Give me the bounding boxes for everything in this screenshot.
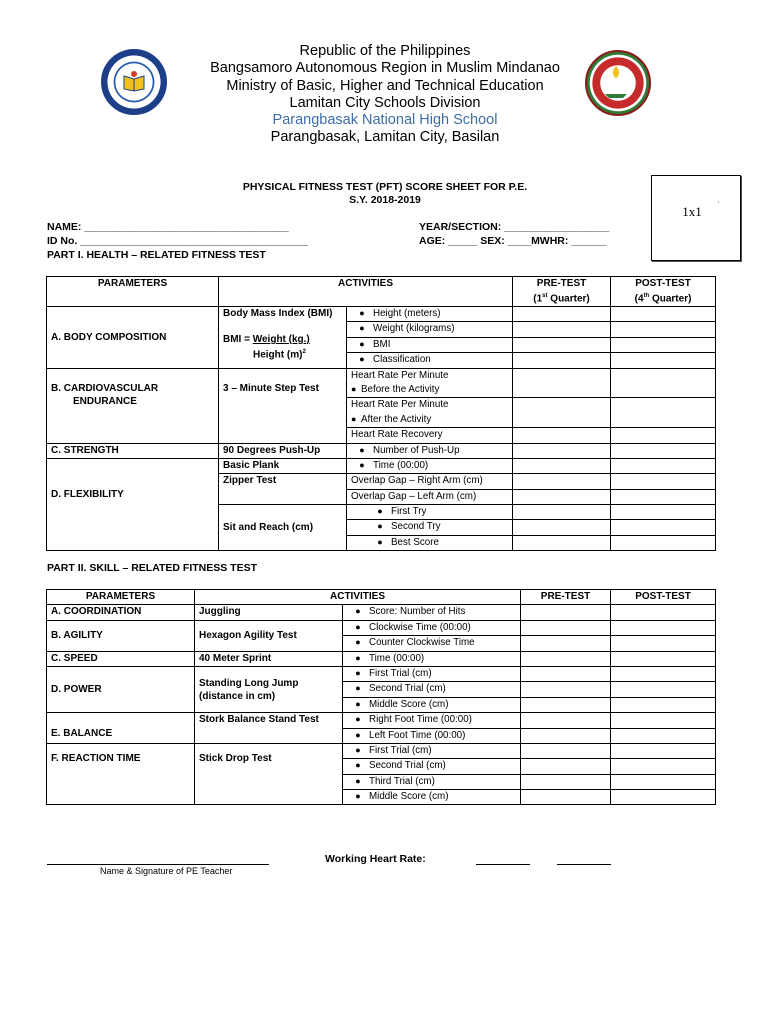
list-item: ● Score: Number of Hits bbox=[343, 605, 521, 620]
col-activities: ACTIVITIES bbox=[219, 277, 513, 307]
col-parameters: PARAMETERS bbox=[47, 590, 195, 605]
post-test-cell[interactable] bbox=[611, 697, 716, 712]
activity-zipper: Zipper Test bbox=[219, 474, 347, 505]
post-test-cell[interactable] bbox=[611, 520, 716, 535]
param-strength: C. STRENGTH bbox=[47, 443, 219, 458]
header-line-region: Bangsamoro Autonomous Region in Muslim Mindanao bbox=[210, 60, 560, 77]
skill-fitness-table bbox=[46, 589, 716, 805]
pre-test-cell[interactable] bbox=[513, 368, 611, 398]
year-section-field[interactable]: YEAR/SECTION: __________________ bbox=[419, 221, 610, 233]
pre-test-cell[interactable] bbox=[521, 620, 611, 635]
title-line: PHYSICAL FITNESS TEST (PFT) SCORE SHEET FOR P.E. bbox=[242, 181, 528, 193]
col-parameters: PARAMETERS bbox=[47, 277, 219, 307]
activity-stick-drop: Stick Drop Test bbox=[195, 743, 343, 805]
post-test-cell[interactable] bbox=[611, 790, 716, 805]
table-row bbox=[47, 651, 716, 666]
post-test-cell[interactable] bbox=[611, 743, 716, 758]
col-post-test: POST-TEST (4th Quarter) bbox=[611, 277, 716, 307]
list-item: ● First Try bbox=[347, 505, 513, 520]
post-test-cell[interactable] bbox=[611, 443, 716, 458]
post-test-cell[interactable] bbox=[611, 713, 716, 728]
param-agility: B. AGILITY bbox=[47, 620, 195, 651]
part1-title: PART I. HEALTH – RELATED FITNESS TEST bbox=[47, 249, 266, 261]
list-item: Heart Rate Per Minute bbox=[347, 398, 513, 413]
list-item: Overlap Gap – Right Arm (cm) bbox=[347, 474, 513, 489]
activity-hexagon: Hexagon Agility Test bbox=[195, 620, 343, 651]
post-test-cell[interactable] bbox=[611, 605, 716, 620]
pre-test-cell[interactable] bbox=[513, 428, 611, 443]
param-balance: E. BALANCE bbox=[47, 713, 195, 744]
table-row bbox=[47, 713, 716, 728]
list-item: Heart Rate Per Minute bbox=[347, 368, 513, 383]
header-line-school: Parangbasak National High School bbox=[272, 112, 498, 129]
list-item: ● Right Foot Time (00:00) bbox=[343, 713, 521, 728]
activity-plank: Basic Plank bbox=[219, 458, 347, 473]
post-test-cell[interactable] bbox=[611, 489, 716, 504]
whr-blank-1[interactable] bbox=[476, 864, 530, 865]
table-row bbox=[47, 458, 716, 473]
post-test-cell[interactable] bbox=[611, 535, 716, 550]
header-line-republic: Republic of the Philippines bbox=[299, 43, 471, 59]
pre-test-cell[interactable] bbox=[521, 774, 611, 789]
id-field[interactable]: ID No. _______________________________________ bbox=[47, 235, 308, 247]
list-item: ● Second Trial (cm) bbox=[343, 682, 521, 697]
post-test-cell[interactable] bbox=[611, 620, 716, 635]
list-item: ● Middle Score (cm) bbox=[343, 697, 521, 712]
photo-label: 1x1 bbox=[682, 204, 702, 219]
photo-tick: ' bbox=[718, 202, 720, 208]
col-pre-test: PRE-TEST bbox=[521, 590, 611, 605]
list-item: ● Left Foot Time (00:00) bbox=[343, 728, 521, 743]
activity-sprint: 40 Meter Sprint bbox=[195, 651, 343, 666]
list-item: ● First Trial (cm) bbox=[343, 666, 521, 681]
table-row bbox=[47, 620, 716, 635]
activity-long-jump: Standing Long Jump (distance in cm) bbox=[195, 666, 343, 712]
pre-test-cell[interactable] bbox=[521, 605, 611, 620]
list-item: ● Time (00:00) bbox=[347, 458, 513, 473]
pre-test-cell[interactable] bbox=[521, 651, 611, 666]
list-item: ● Second Try bbox=[347, 520, 513, 535]
post-test-cell[interactable] bbox=[611, 458, 716, 473]
list-item: ● Number of Push-Up bbox=[347, 443, 513, 458]
header-line-division: Lamitan City Schools Division bbox=[289, 94, 481, 111]
list-item: ● Second Trial (cm) bbox=[343, 759, 521, 774]
header-line-address: Parangbasak, Lamitan City, Basilan bbox=[270, 129, 500, 146]
post-test-cell[interactable] bbox=[611, 651, 716, 666]
col-post-test: POST-TEST bbox=[611, 590, 716, 605]
working-heart-rate-label: Working Heart Rate: bbox=[325, 853, 426, 865]
list-item: ● Before the Activity bbox=[347, 383, 513, 398]
pre-test-cell[interactable] bbox=[521, 666, 611, 681]
post-test-cell[interactable] bbox=[611, 307, 716, 322]
pre-test-cell[interactable] bbox=[521, 697, 611, 712]
pre-test-cell[interactable] bbox=[521, 790, 611, 805]
post-test-cell[interactable] bbox=[611, 505, 716, 520]
post-test-cell[interactable] bbox=[611, 759, 716, 774]
pre-test-cell[interactable] bbox=[513, 398, 611, 428]
list-item: ● Height (meters) bbox=[347, 307, 513, 322]
list-item: ● Middle Score (cm) bbox=[343, 790, 521, 805]
table-header-row bbox=[47, 277, 716, 307]
post-test-cell[interactable] bbox=[611, 353, 716, 368]
pre-test-cell[interactable] bbox=[513, 443, 611, 458]
list-item: Overlap Gap – Left Arm (cm) bbox=[347, 489, 513, 504]
table-row bbox=[47, 666, 716, 681]
header-line-ministry: Ministry of Basic, Higher and Technical Education bbox=[226, 77, 544, 94]
activity-bmi: Body Mass Index (BMI) BMI = Weight (kg.) Height $(m)^2$ bbox=[219, 307, 347, 369]
list-item: ● BMI bbox=[347, 337, 513, 352]
pre-test-cell[interactable] bbox=[513, 474, 611, 489]
pre-test-cell[interactable] bbox=[513, 535, 611, 550]
post-test-cell[interactable] bbox=[611, 398, 716, 428]
pre-test-cell[interactable] bbox=[521, 759, 611, 774]
table-row bbox=[47, 307, 716, 322]
list-item: ● Third Trial (cm) bbox=[343, 774, 521, 789]
post-test-cell[interactable] bbox=[611, 337, 716, 352]
param-coordination: A. COORDINATION bbox=[47, 605, 195, 620]
activity-pushup: 90 Degrees Push-Up bbox=[219, 443, 347, 458]
list-item: ● Time (00:00) bbox=[343, 651, 521, 666]
param-power: D. POWER bbox=[47, 666, 195, 712]
post-test-cell[interactable] bbox=[611, 474, 716, 489]
post-test-cell[interactable] bbox=[611, 428, 716, 443]
col-pre-test: PRE-TEST (1st Quarter) bbox=[513, 277, 611, 307]
table-row bbox=[47, 368, 716, 383]
part2-title: PART II. SKILL – RELATED FITNESS TEST bbox=[47, 562, 258, 574]
list-item: ● Weight (kilograms) bbox=[347, 322, 513, 337]
param-flexibility: D. FLEXIBILITY bbox=[47, 458, 219, 550]
pre-test-cell[interactable] bbox=[513, 353, 611, 368]
param-body-composition: A. BODY COMPOSITION bbox=[47, 307, 219, 369]
post-test-cell[interactable] bbox=[611, 666, 716, 681]
pre-test-cell[interactable] bbox=[513, 322, 611, 337]
activity-juggling: Juggling bbox=[195, 605, 343, 620]
activity-sit-reach: Sit and Reach (cm) bbox=[219, 505, 347, 551]
pre-test-cell[interactable] bbox=[521, 743, 611, 758]
table-row bbox=[47, 743, 716, 758]
activity-step-test: 3 – Minute Step Test bbox=[219, 368, 347, 443]
post-test-cell[interactable] bbox=[611, 682, 716, 697]
whr-blank-2[interactable] bbox=[557, 864, 611, 865]
col-activities: ACTIVITIES bbox=[195, 590, 521, 605]
pre-test-cell[interactable] bbox=[513, 489, 611, 504]
document-title bbox=[170, 181, 600, 207]
pre-test-cell[interactable] bbox=[521, 728, 611, 743]
pre-test-cell[interactable] bbox=[513, 520, 611, 535]
health-fitness-table bbox=[46, 276, 716, 551]
list-item: Heart Rate Recovery bbox=[347, 428, 513, 443]
book-icon bbox=[122, 70, 146, 92]
school-year: S.Y. 2018-2019 bbox=[349, 194, 421, 206]
pre-test-cell[interactable] bbox=[521, 682, 611, 697]
photo-box bbox=[651, 175, 741, 261]
list-item: ● Counter Clockwise Time bbox=[343, 636, 521, 651]
pre-test-cell[interactable] bbox=[513, 505, 611, 520]
division-seal-logo bbox=[101, 49, 167, 115]
pre-test-cell[interactable] bbox=[513, 307, 611, 322]
pre-test-cell[interactable] bbox=[513, 337, 611, 352]
list-item: ● Best Score bbox=[347, 535, 513, 550]
post-test-cell[interactable] bbox=[611, 774, 716, 789]
post-test-cell[interactable] bbox=[611, 636, 716, 651]
table-row bbox=[47, 605, 716, 620]
pre-test-cell[interactable] bbox=[513, 458, 611, 473]
table-row bbox=[47, 443, 716, 458]
param-reaction: F. REACTION TIME bbox=[47, 743, 195, 805]
table-header-row bbox=[47, 590, 716, 605]
param-speed: C. SPEED bbox=[47, 651, 195, 666]
post-test-cell[interactable] bbox=[611, 322, 716, 337]
pre-test-cell[interactable] bbox=[521, 713, 611, 728]
list-item: ● First Trial (cm) bbox=[343, 743, 521, 758]
age-sex-mwhr-field[interactable]: AGE: _____ SEX: ____MWHR: ______ bbox=[419, 235, 607, 247]
list-item: ● After the Activity bbox=[347, 413, 513, 428]
signature-line[interactable] bbox=[47, 864, 269, 865]
activity-stork: Stork Balance Stand Test bbox=[195, 713, 343, 744]
school-header bbox=[170, 43, 600, 147]
signature-label: Name & Signature of PE Teacher bbox=[100, 866, 233, 876]
param-cardio: B. CARDIOVASCULAR ENDURANCE bbox=[47, 368, 219, 443]
post-test-cell[interactable] bbox=[611, 728, 716, 743]
name-field[interactable]: NAME: ___________________________________ bbox=[47, 221, 289, 233]
pre-test-cell[interactable] bbox=[521, 636, 611, 651]
list-item: ● Clockwise Time (00:00) bbox=[343, 620, 521, 635]
post-test-cell[interactable] bbox=[611, 368, 716, 398]
list-item: ● Classification bbox=[347, 353, 513, 368]
